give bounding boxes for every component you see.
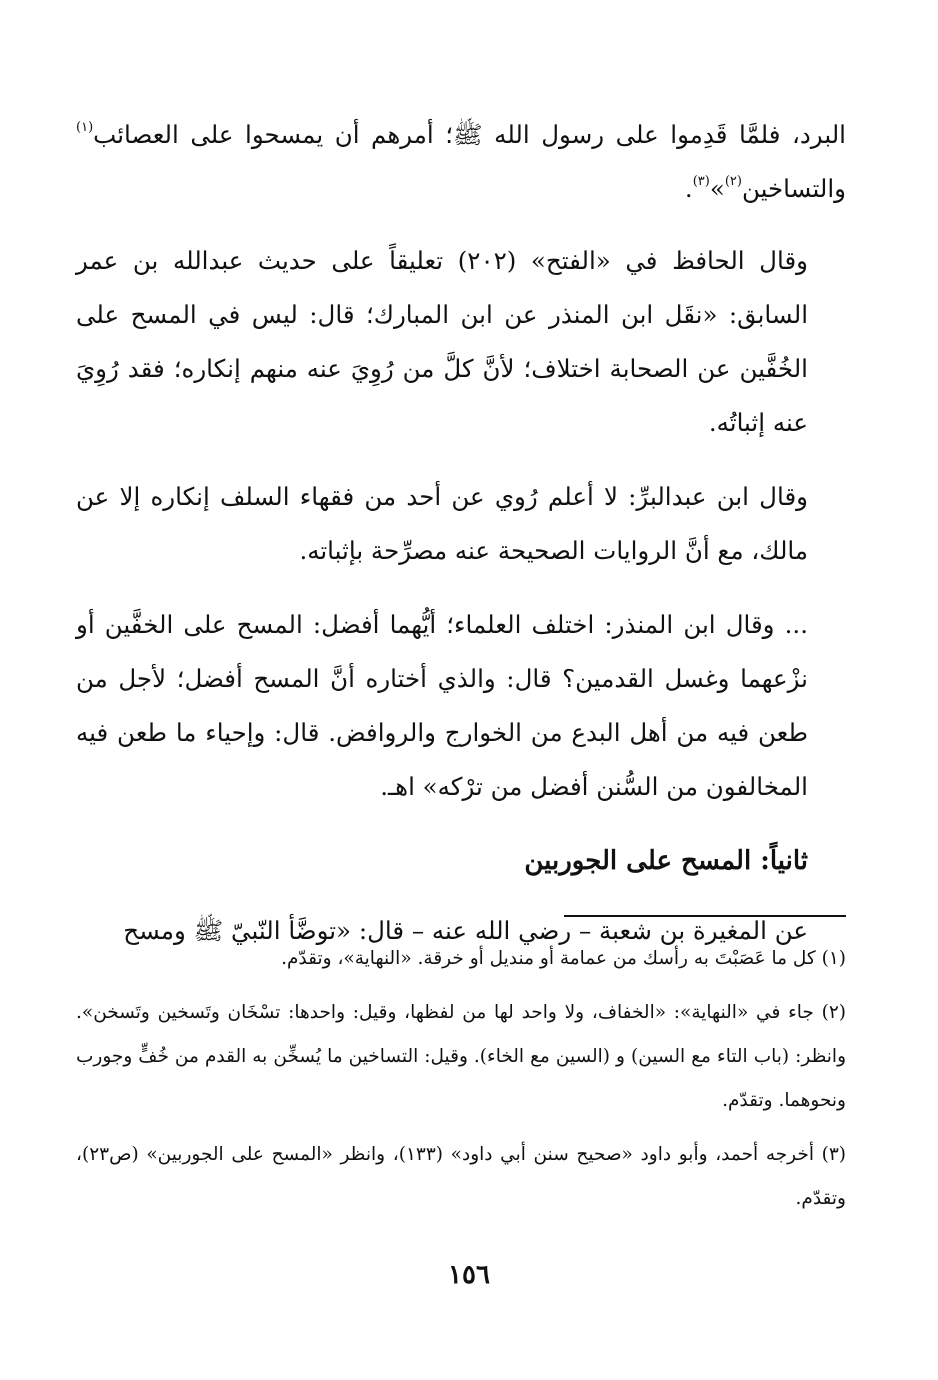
paragraph-1 <box>76 108 846 216</box>
quote-close: » <box>709 174 725 203</box>
paragraph-2: وقال الحافظ في «الفتح» (٢٠٢) تعليقاً على حديث عبدالله بن عمر السابق: «نقَل ابن المنذر عن ابن المبارك؛ قال: ليس في المسح على الخُفَّين عن الصحابة اختلاف؛ لأنَّ كلَّ من رُوِيَ عنه منهم إنكاره؛ فقد رُوِيَ عنه إثباتُه. <box>76 246 808 437</box>
footnote-ref-1: (١) <box>76 120 94 135</box>
page-number: ١٥٦ <box>448 1260 490 1290</box>
footnote-separator <box>564 915 846 917</box>
footnote-3: (٣) أخرجه أحمد، وأبو داود «صحيح سنن أبي داود» (١٣٣)، وانظر «المسح على الجوربين» (ص٢٣)، وتقدّم. <box>76 1144 846 1209</box>
paragraph-1-text: البرد، فلمَّا قَدِموا على رسول الله ﷺ؛ أمرهم أن يمسحوا على العصائب <box>93 120 846 149</box>
section-heading: ثانياً: المسح على الجوربين <box>524 846 808 876</box>
main-text <box>76 108 846 978</box>
paragraph-1-continuation: والتساخين <box>741 174 846 203</box>
paragraph-4: ... وقال ابن المنذر: اختلف العلماء؛ أيُّهما أفضل: المسح على الخفَّين أو نزْعهما وغسل القدمين؟ قال: والذي أختاره أنَّ المسح أفضل؛ لأجل من طعن فيه من أهل البدع من الخوارج والروافض. قال: وإحياء ما طعن فيه المخالفون من السُّنن أفضل من ترْكه» اهـ. <box>76 610 808 801</box>
footnotes <box>76 937 846 1231</box>
footnote-ref-2: (٢) <box>724 174 742 189</box>
paragraph-3: وقال ابن عبدالبرِّ: لا أعلم رُوي عن أحد من فقهاء السلف إنكاره إلا عن مالك، مع أنَّ الروايات الصحيحة عنه مصرِّحة بإثباته. <box>76 482 808 565</box>
paragraph-1-stop: . <box>684 174 693 203</box>
paragraph-5: عن المغيرة بن شعبة – رضي الله عنه – قال: «توضَّأ النّبيّ ﷺ ومسح <box>123 916 808 945</box>
footnote-1: (١) كل ما عَصَبْتَ به رأسك من عمامة أو منديل أو خرقة. «النهاية»، وتقدّم. <box>281 948 846 969</box>
footnote-2: (٢) جاء في «النهاية»: «الخفاف، ولا واحد لها من لفظها، وقيل: واحدها: تسْخَان وتَسخين وتَسخن». وانظر: (باب التاء مع السين) و (السين مع الخاء). وقيل: التساخين ما يُسخِّن به القدم من خُفٍّ وجورب ونحوهما. وتقدّم. <box>76 1002 846 1111</box>
footnote-ref-3: (٣) <box>692 174 710 189</box>
